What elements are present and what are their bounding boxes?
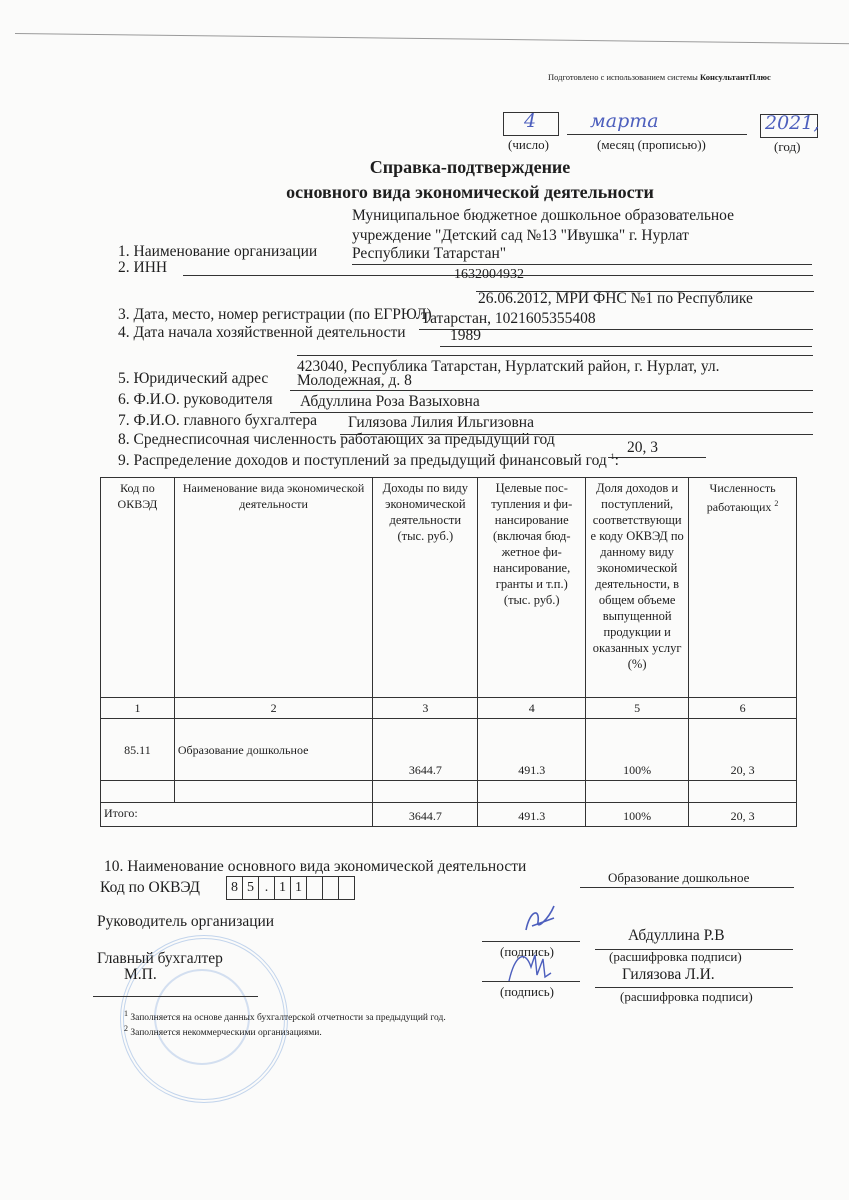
col-num-4: 4 — [478, 698, 586, 719]
accountant-decode-line — [595, 987, 793, 988]
org-name-line2: учреждение "Детский сад №13 "Ивушка" г. Нурлат — [352, 227, 689, 244]
total-target: 491.3 — [478, 803, 586, 827]
director-value: Абдуллина Роза Вазыховна — [300, 393, 480, 410]
total-share: 100% — [586, 803, 689, 827]
address-label: 5. Юридический адрес — [118, 370, 269, 387]
accountant-name: Гилязова Л.И. — [622, 966, 715, 983]
okved-cell[interactable]: 1 — [275, 877, 291, 899]
month-underline — [567, 134, 747, 135]
total-income: 3644.7 — [373, 803, 478, 827]
headcount-underline — [608, 457, 706, 458]
stamp-label: М.П. — [124, 966, 157, 983]
okved-cell[interactable] — [339, 877, 354, 899]
year-value: 2021, — [765, 112, 820, 134]
main-activity-label: 10. Наименование основного вида экономической деятельности — [104, 858, 527, 875]
okved-cell[interactable]: 8 — [227, 877, 243, 899]
col-num-2: 2 — [174, 698, 372, 719]
row-staff: 20, 3 — [689, 719, 797, 781]
address-line1: 423040, Республика Татарстан, Нурлатский район, г. Нурлат, ул. — [297, 358, 720, 375]
director-name: Абдуллина Р.В — [628, 927, 725, 944]
accountant-sign-label: Главный бухгалтер — [97, 950, 223, 967]
distribution-text: 9. Распределение доходов и поступлений за предыдущий финансовый год — [118, 452, 607, 470]
day-caption: (число) — [508, 137, 549, 152]
headcount-label: 8. Среднесписочная численность работающих за предыдущий год — [118, 431, 555, 448]
okved-cell[interactable] — [323, 877, 339, 899]
footnote-1 — [124, 1009, 446, 1023]
footnote-2 — [124, 1024, 322, 1038]
total-label: Итого: — [101, 803, 373, 827]
day-box[interactable] — [503, 112, 559, 136]
distribution-sup: 1 — [610, 452, 615, 461]
director-decode-caption: (расшифровка подписи) — [609, 949, 742, 964]
row-income: 3644.7 — [373, 719, 478, 781]
director-underline — [290, 412, 813, 413]
footnote-2-num: 2 — [124, 1024, 128, 1033]
header-staff-text: Численность работающих — [706, 481, 776, 514]
header-share: Доля доходов и поступлений, соответствующи е коду ОКВЭД по данному виду экономической деятельности, в общем объеме выпущенной продукции и оказанных услуг (%) — [586, 478, 689, 698]
start-date-label: 4. Дата начала хозяйственной деятельности — [118, 324, 406, 341]
headcount-value: 20, 3 — [627, 439, 658, 456]
consultant-note — [548, 72, 771, 82]
footnote-1-num: 1 — [124, 1009, 128, 1018]
registration-line1: 26.06.2012, МРИ ФНС №1 по Республике — [478, 290, 753, 307]
okved-cell[interactable]: . — [259, 877, 275, 899]
okved-code-label: Код по ОКВЭД — [100, 879, 200, 896]
start-date-value: 1989 — [450, 327, 481, 344]
month-value: марта — [590, 110, 659, 132]
footnote-2-text: Заполняется некоммерческими организациями. — [130, 1028, 322, 1039]
okved-cell[interactable]: 5 — [243, 877, 259, 899]
year-box[interactable] — [760, 114, 818, 138]
title-line1: Справка-подтверждение — [369, 157, 571, 177]
org-name-line1: Муниципальное бюджетное дошкольное образовательное — [352, 207, 735, 224]
main-activity-underline — [580, 887, 794, 888]
footnote-1-text: Заполняется на основе данных бухгалтерской отчетности за предыдущий год. — [130, 1013, 446, 1024]
accountant-label: 7. Ф.И.О. главного бухгалтера — [118, 412, 317, 429]
start-date-underline — [440, 346, 812, 347]
distribution-label — [118, 452, 619, 470]
title-line2: основного вида экономической деятельности — [286, 182, 654, 202]
consultant-brand: КонсультантПлюс — [700, 72, 771, 82]
header-income: Доходы по виду экономической деятельности (тыс. руб.) — [373, 478, 478, 698]
row-target: 491.3 — [478, 719, 586, 781]
inn-value: 1632004932 — [454, 267, 524, 282]
table-header-row — [101, 478, 797, 698]
total-row — [101, 803, 797, 827]
okved-cell[interactable]: 1 — [291, 877, 307, 899]
accountant-signature-line — [482, 981, 580, 982]
total-staff: 20, 3 — [689, 803, 797, 827]
okved-cell[interactable] — [307, 877, 323, 899]
income-table — [100, 477, 797, 827]
org-name-line3: Республики Татарстан" — [352, 245, 507, 262]
address-underline — [290, 390, 813, 391]
row-name: Образование дошкольное — [174, 719, 372, 781]
header-code: Код по ОКВЭД — [101, 478, 175, 698]
director-sign-label: Руководитель организации — [97, 913, 275, 930]
col-num-3: 3 — [373, 698, 478, 719]
address-top-underline — [297, 355, 813, 356]
day-value: 4 — [524, 110, 537, 132]
scan-edge-line — [15, 33, 849, 44]
column-numbers-row — [101, 698, 797, 719]
accountant-signature-caption: (подпись) — [500, 984, 554, 999]
accountant-value: Гилязова Лилия Ильгизовна — [348, 414, 534, 431]
row-code: 85.11 — [101, 719, 175, 781]
director-signature-caption: (подпись) — [500, 944, 554, 959]
col-num-5: 5 — [586, 698, 689, 719]
address-line2: Молодежная, д. 8 — [297, 372, 412, 389]
blank-row — [101, 781, 797, 803]
footnote-separator — [93, 996, 258, 997]
accountant-decode-caption: (расшифровка подписи) — [620, 989, 753, 1004]
director-label: 6. Ф.И.О. руководителя — [118, 391, 273, 408]
col-num-1: 1 — [101, 698, 175, 719]
org-name-label: 1. Наименование организации — [118, 243, 318, 260]
row-share: 100% — [586, 719, 689, 781]
main-activity-value: Образование дошкольное — [608, 870, 750, 885]
accountant-signature-icon — [505, 945, 555, 985]
okved-code-boxes — [226, 876, 355, 900]
inn-label: 2. ИНН — [118, 259, 168, 276]
registration-line2: Татарстан, 1021605355408 — [421, 310, 596, 327]
header-staff-sup: 2 — [774, 499, 779, 508]
month-caption: (месяц (прописью)) — [597, 137, 706, 152]
consultant-prefix: Подготовлено с использованием системы — [548, 72, 698, 82]
header-staff — [689, 478, 797, 698]
director-signature-line — [482, 941, 580, 942]
col-num-6: 6 — [689, 698, 797, 719]
org-name-underline — [352, 264, 812, 265]
director-signature-icon — [520, 900, 560, 940]
registration-label: 3. Дата, место, номер регистрации (по ЕГРЮЛ) — [118, 306, 432, 323]
year-caption: (год) — [774, 139, 801, 154]
table-row — [101, 719, 797, 781]
distribution-suffix: : — [614, 452, 619, 470]
header-target-funding: Целевые пос-тупления и фи-нансирование (включая бюд-жетное фи-нансирование, гранты и т.п.) (тыс. руб.) — [478, 478, 586, 698]
header-activity-name: Наименование вида экономической деятельности — [174, 478, 372, 698]
